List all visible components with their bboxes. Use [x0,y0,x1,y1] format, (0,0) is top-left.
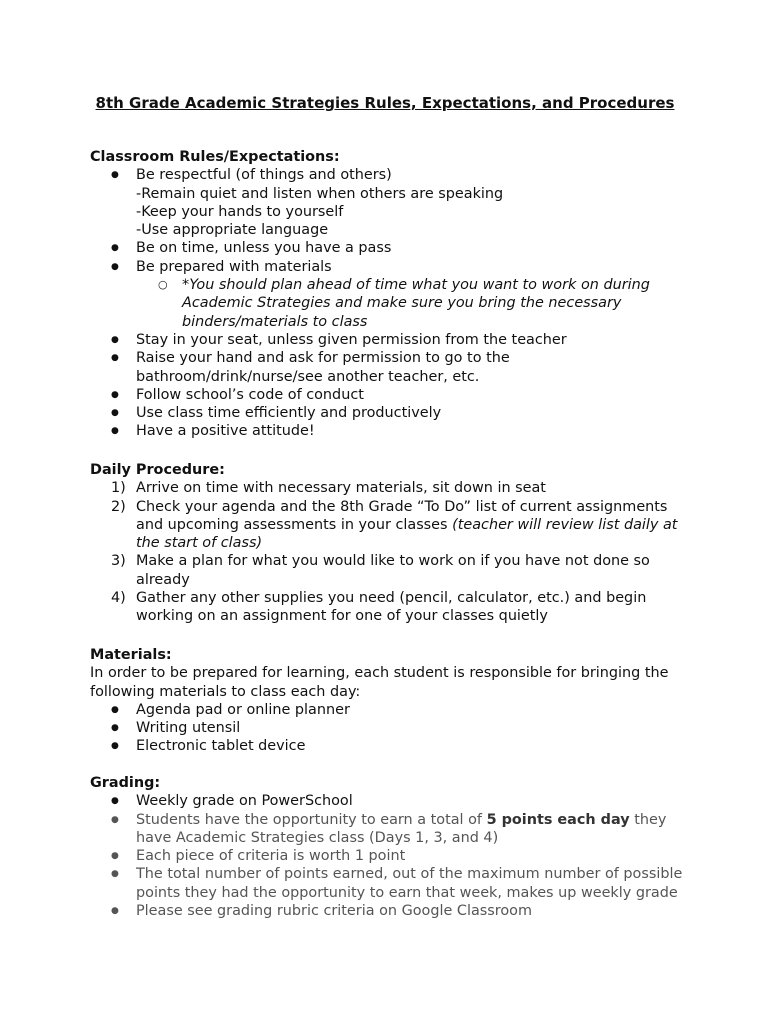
step-number: 3) [111,553,126,570]
step-2-line-2 [136,516,690,534]
material-item: ● Writing utensil [90,719,690,737]
points-bold: 5 points each day [486,811,630,828]
procedure-list [90,479,690,625]
rule-respect-sub-1: -Remain quiet and listen when others are speaking [136,185,504,202]
grading-section [90,774,690,920]
grading-points-line-2: have Academic Strategies class (Days 1, 3, and 4) [136,829,499,846]
grading-criteria: ● Each piece of criteria is worth 1 point [90,847,690,865]
rule-respect-sub-2: -Keep your hands to yourself [136,203,344,220]
step-2-line-2-italic: (teacher will review list daily at [452,516,678,533]
procedure-step-1 [90,479,690,497]
grading-total-line-2: points they had the opportunity to earn that week, makes up weekly grade [136,884,678,901]
step-3-line-2: already [136,571,190,588]
materials-list [90,701,690,756]
rules-list [90,166,690,440]
note-line-1: ○ *You should plan ahead of time what you want to work on during [182,277,650,294]
step-4-line-1: Gather any other supplies you need (pencil, calculator, etc.) and begin [136,590,647,607]
procedure-section [90,461,690,626]
material-item: ● Agenda pad or online planner [90,701,690,719]
points-post: they [629,811,667,828]
rule-on-time: ● Be on time, unless you have a pass [90,239,690,257]
step-4-line-2: working on an assignment for one of your classes quietly [136,608,548,625]
rule-prepared: ● Be prepared with materials [90,258,690,276]
note-line-2: Academic Strategies and make sure you bring the necessary [182,295,622,312]
rule-raise-hand [90,349,690,386]
grading-heading: Grading: [90,775,161,791]
procedure-heading: Daily Procedure: [90,462,225,478]
grading-rubric: ● Please see grading rubric criteria on Google Classroom [90,902,690,920]
material-item: ● Electronic tablet device [90,737,690,755]
rule-respect-text: Be respectful (of things and others) [136,167,392,184]
step-1-line-1: Arrive on time with necessary materials, sit down in seat [136,480,546,497]
step-2-line-1: Check your agenda and the 8th Grade “To Do” list of current assignments [136,498,668,515]
rules-section [90,148,690,441]
rule-attitude: ● Have a positive attitude! [90,422,690,440]
step-2-line-3: the start of class) [136,535,263,552]
raise-hand-line-2: bathroom/drink/nurse/see another teacher, etc. [136,368,480,385]
materials-intro-line-2: following materials to class each day: [90,683,361,700]
procedure-step-3 [90,552,690,589]
raise-hand-line-1: ● Raise your hand and ask for permission to go to the [136,350,510,367]
rules-heading: Classroom Rules/Expectations: [90,149,340,165]
step-number: 1) [111,480,126,497]
step-number: 4) [111,590,126,607]
note-line-3: binders/materials to class [182,313,368,330]
grading-total-line-1: ● The total number of points earned, out of the maximum number of possible [136,866,683,883]
grading-weekly: ● Weekly grade on PowerSchool [90,792,690,810]
document-title: 8th Grade Academic Strategies Rules, Expectations, and Procedures [95,94,675,112]
procedure-step-4 [90,589,690,626]
materials-intro-line-1: In order to be prepared for learning, each student is responsible for bringing the [90,665,669,682]
procedure-step-2 [90,498,690,553]
rule-prepared-note [90,276,690,331]
step-number: 2) [111,498,126,515]
materials-section [90,646,690,756]
rule-respect [90,166,690,184]
grading-points [90,811,690,848]
rule-time: ● Use class time efficiently and productively [90,404,690,422]
grading-points-line-1 [136,811,690,829]
rule-code: ● Follow school’s code of conduct [90,386,690,404]
step-2-line-2-normal: and upcoming assessments in your classes [136,516,453,533]
grading-total [90,865,690,902]
grading-list [90,792,690,920]
points-pre: Students have the opportunity to earn a total of [136,811,487,828]
rule-respect-sub-3: -Use appropriate language [136,222,329,239]
materials-heading: Materials: [90,647,172,663]
rule-seat: ● Stay in your seat, unless given permission from the teacher [90,331,690,349]
step-3-line-1: Make a plan for what you would like to work on if you have not done so [136,553,650,570]
